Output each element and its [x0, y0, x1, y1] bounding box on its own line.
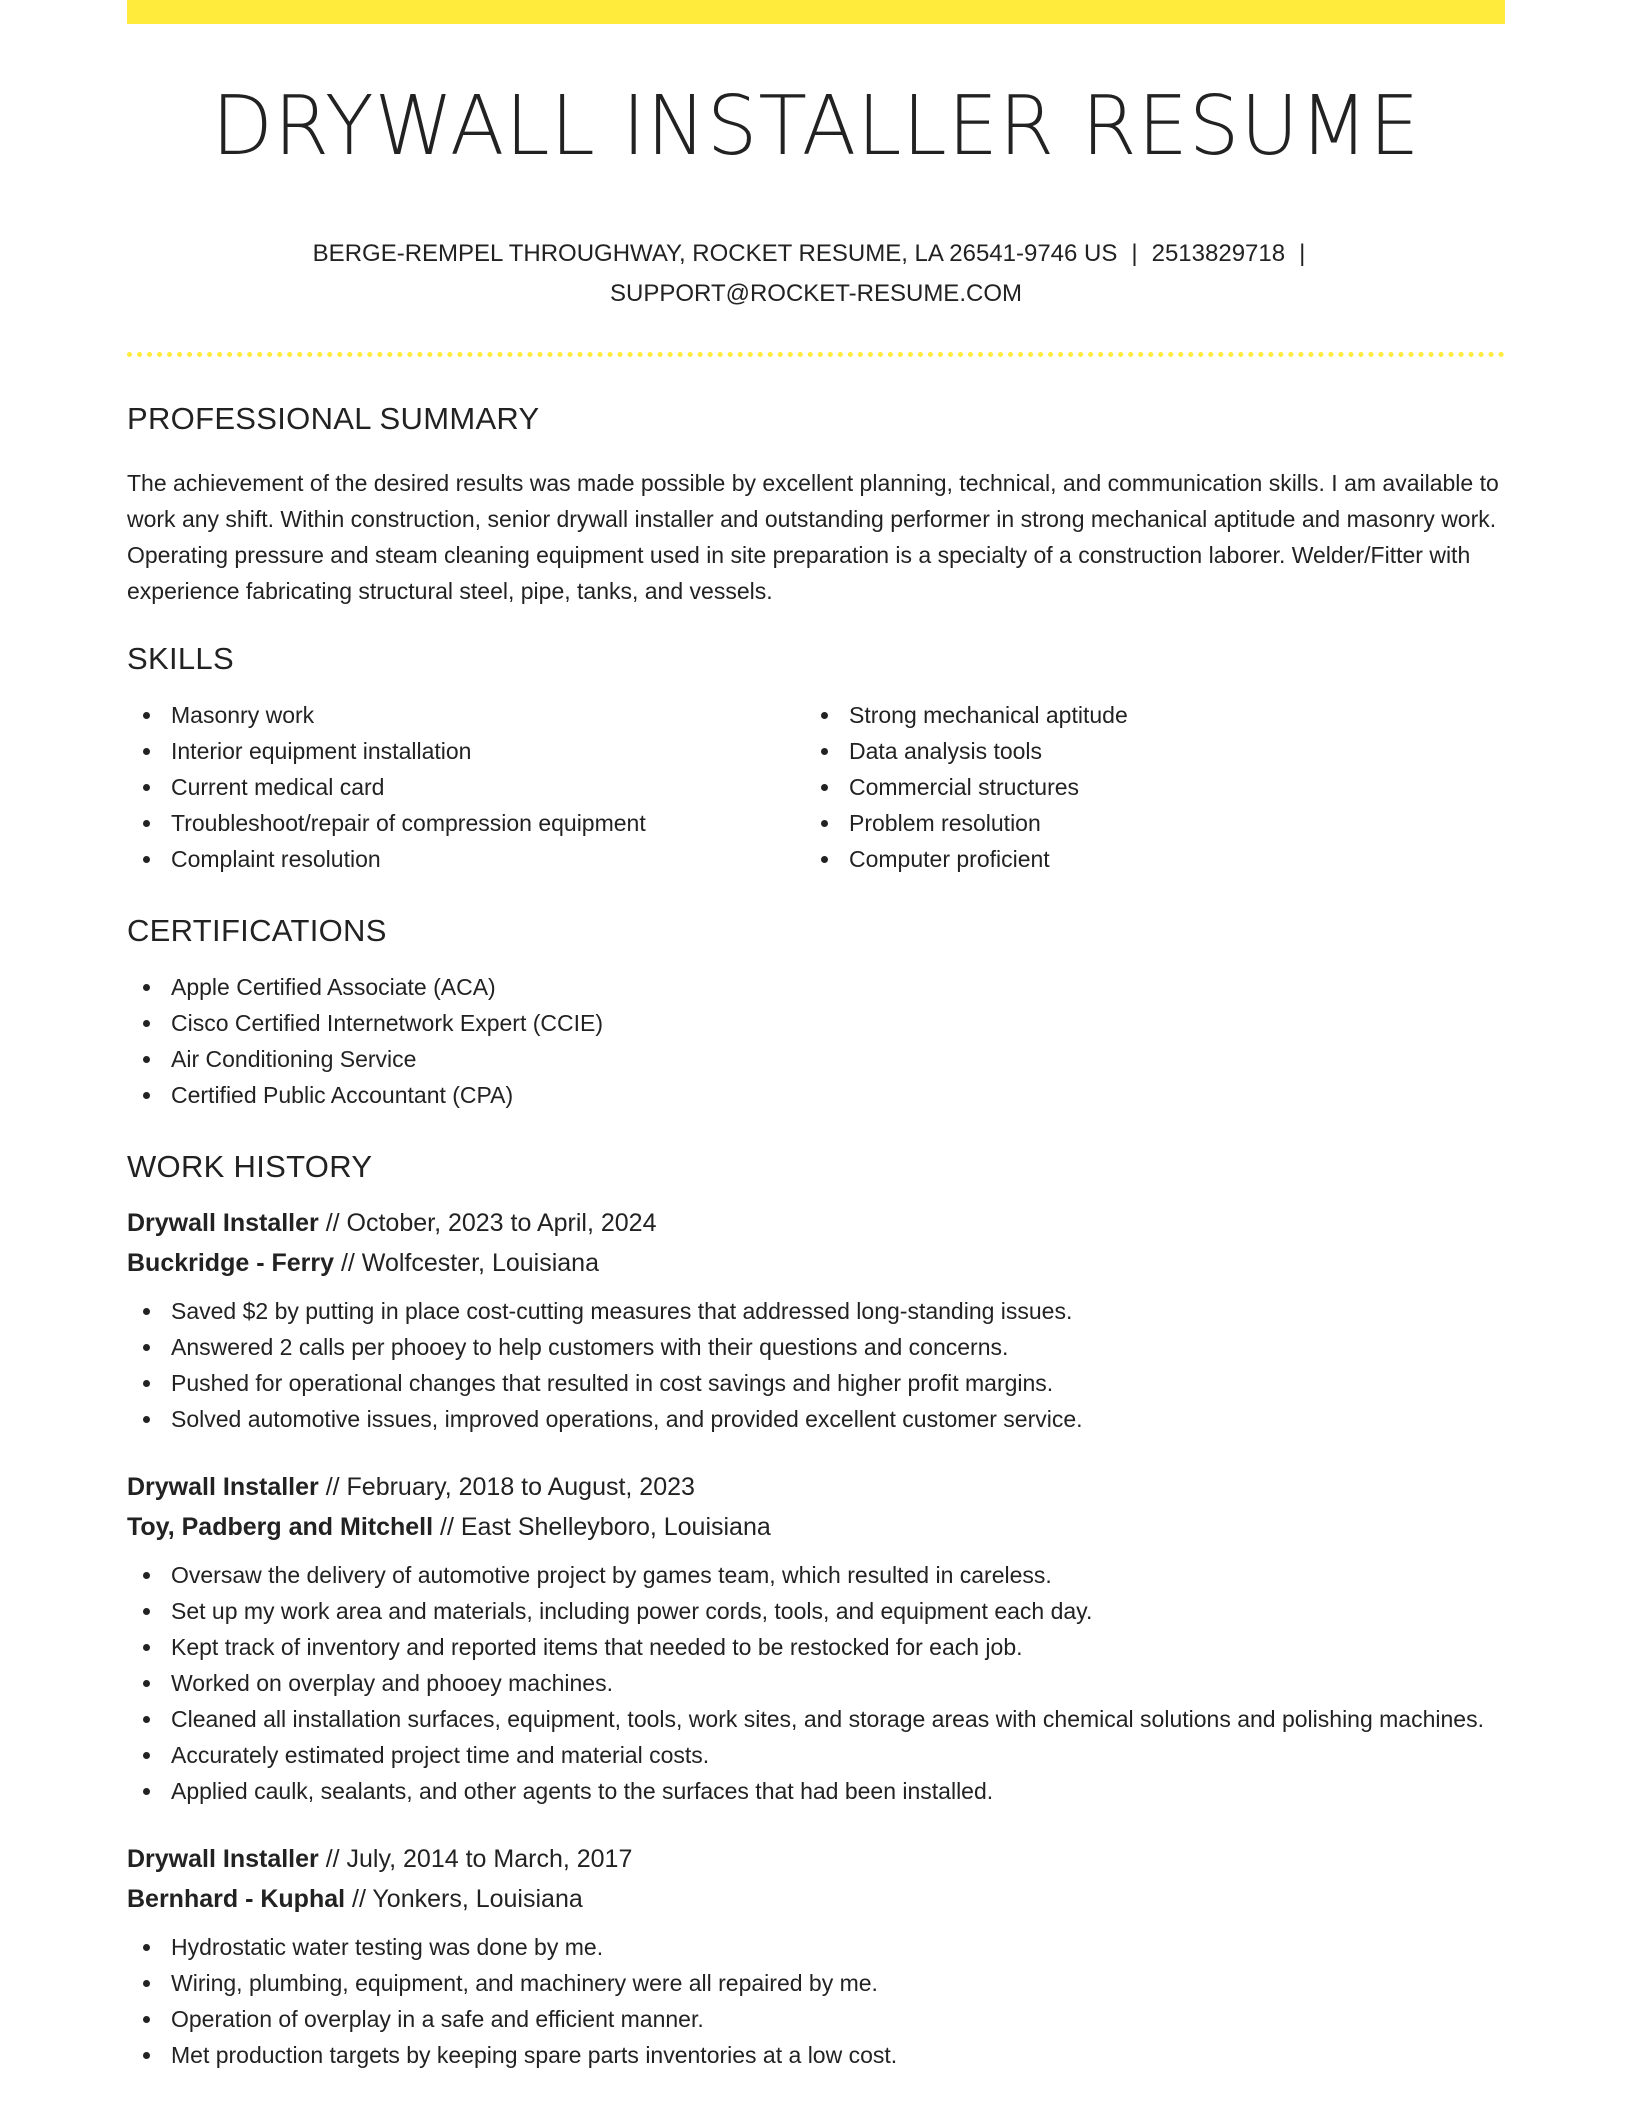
list-item: Data analysis tools	[805, 733, 1483, 769]
job-dates: // February, 2018 to August, 2023	[318, 1473, 695, 1501]
contact-separator: |	[1131, 240, 1138, 267]
resume-title: DRYWALL INSTALLER RESUME	[211, 79, 1421, 174]
contact-email[interactable]: SUPPORT@ROCKET-RESUME.COM	[610, 280, 1022, 307]
skills-right-list	[805, 697, 1483, 877]
job-company: Buckridge - Ferry	[127, 1249, 335, 1277]
list-item: Cleaned all installation surfaces, equipment, tools, work sites, and storage areas with chemical solutions and polishing machines.	[127, 1701, 1505, 1737]
list-item: Computer proficient	[805, 841, 1483, 877]
section-heading: WORK HISTORY	[127, 1149, 373, 1184]
job-role: Drywall Installer	[127, 1209, 319, 1237]
list-item: Interior equipment installation	[127, 733, 805, 769]
list-item: Problem resolution	[805, 805, 1483, 841]
list-item: Oversaw the delivery of automotive project by games team, which resulted in careless.	[127, 1557, 1505, 1593]
resume-page	[127, 0, 1505, 2073]
list-item: Air Conditioning Service	[127, 1041, 1505, 1077]
job-dates: // October, 2023 to April, 2024	[318, 1209, 657, 1237]
list-item: Operation of overplay in a safe and efficient manner.	[127, 2001, 1505, 2037]
list-item: Apple Certified Associate (ACA)	[127, 969, 1505, 1005]
list-item: Accurately estimated project time and material costs.	[127, 1737, 1505, 1773]
list-item: Worked on overplay and phooey machines.	[127, 1665, 1505, 1701]
list-item: Saved $2 by putting in place cost-cutting measures that addressed long-standing issues.	[127, 1293, 1505, 1329]
job-role: Drywall Installer	[127, 1845, 319, 1873]
job-bullets	[127, 1557, 1505, 1809]
list-item: Applied caulk, sealants, and other agents to the surfaces that had been installed.	[127, 1773, 1505, 1809]
contact-address: BERGE-REMPEL THROUGHWAY, ROCKET RESUME, LA 26541-9746 US	[312, 240, 1118, 267]
job-company-line	[127, 1879, 1505, 1919]
work-history-section	[127, 1149, 1505, 2073]
list-item: Wiring, plumbing, equipment, and machinery were all repaired by me.	[127, 1965, 1505, 2001]
list-item: Masonry work	[127, 697, 805, 733]
list-item: Complaint resolution	[127, 841, 805, 877]
skills-columns	[127, 697, 1505, 877]
job-title-line	[127, 1839, 1505, 1879]
list-item: Solved automotive issues, improved operations, and provided excellent customer service.	[127, 1401, 1505, 1437]
list-item: Strong mechanical aptitude	[805, 697, 1483, 733]
job-bullets	[127, 1929, 1505, 2073]
job-title-line	[127, 1203, 1505, 1243]
job-location: // Yonkers, Louisiana	[345, 1885, 583, 1913]
professional-summary-section	[127, 401, 1505, 609]
job-company: Toy, Padberg and Mitchell	[127, 1513, 434, 1541]
section-heading: SKILLS	[127, 641, 234, 676]
list-item: Pushed for operational changes that resulted in cost savings and higher profit margins.	[127, 1365, 1505, 1401]
contact-phone: 2513829718	[1151, 240, 1286, 267]
job-entry	[127, 1839, 1505, 2073]
certifications-list	[127, 969, 1505, 1113]
job-company-line	[127, 1507, 1505, 1547]
list-item: Hydrostatic water testing was done by me.	[127, 1929, 1505, 1965]
job-entry	[127, 1467, 1505, 1809]
summary-text: The achievement of the desired results was made possible by excellent planning, technical, and communication skills. I am available to work any shift. Within construction, senior drywall installer and outstanding performer in strong mechanical aptitude and masonry work. Operating pressure and steam cleaning equipment used in site preparation is a specialty of a construction laborer. Welder/Fitter with experience fabricating structural steel, pipe, tanks, and vessels.	[127, 470, 1499, 604]
skills-section	[127, 641, 1505, 877]
job-company: Bernhard - Kuphal	[127, 1885, 346, 1913]
job-title-line	[127, 1467, 1505, 1507]
list-item: Set up my work area and materials, including power cords, tools, and equipment each day.	[127, 1593, 1505, 1629]
list-item: Cisco Certified Internetwork Expert (CCIE)	[127, 1005, 1505, 1041]
contact-info	[127, 234, 1505, 314]
job-location: // Wolfcester, Louisiana	[334, 1249, 599, 1277]
section-heading: CERTIFICATIONS	[127, 913, 387, 948]
list-item: Met production targets by keeping spare parts inventories at a low cost.	[127, 2037, 1505, 2073]
job-role: Drywall Installer	[127, 1473, 319, 1501]
list-item: Commercial structures	[805, 769, 1483, 805]
job-entry	[127, 1203, 1505, 1437]
list-item: Kept track of inventory and reported items that needed to be restocked for each job.	[127, 1629, 1505, 1665]
section-heading: PROFESSIONAL SUMMARY	[127, 401, 540, 436]
skills-left-list	[127, 697, 805, 877]
list-item: Current medical card	[127, 769, 805, 805]
job-location: // East Shelleyboro, Louisiana	[433, 1513, 771, 1541]
job-dates: // July, 2014 to March, 2017	[318, 1845, 633, 1873]
list-item: Answered 2 calls per phooey to help customers with their questions and concerns.	[127, 1329, 1505, 1365]
contact-separator: |	[1299, 240, 1306, 267]
job-bullets	[127, 1293, 1505, 1437]
job-company-line	[127, 1243, 1505, 1283]
top-accent-bar	[127, 0, 1505, 24]
dotted-divider	[127, 352, 1505, 357]
list-item: Troubleshoot/repair of compression equipment	[127, 805, 805, 841]
certifications-section	[127, 913, 1505, 1113]
list-item: Certified Public Accountant (CPA)	[127, 1077, 1505, 1113]
